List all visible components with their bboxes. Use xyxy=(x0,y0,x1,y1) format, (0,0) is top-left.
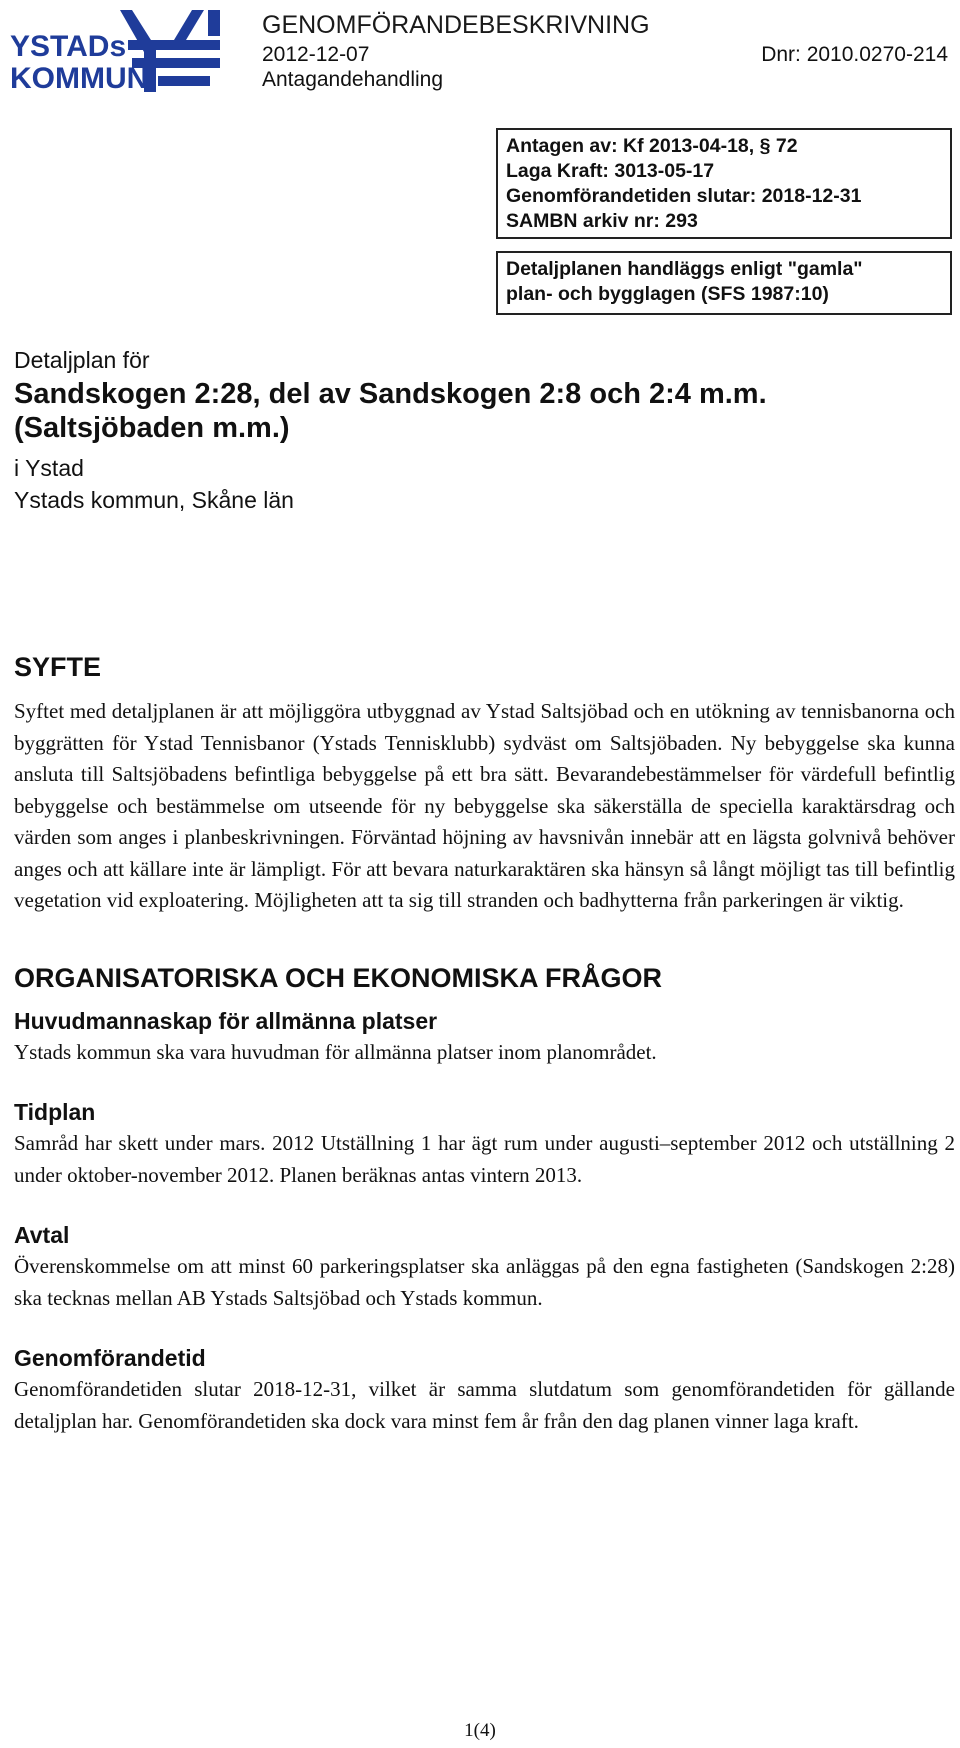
document-body xyxy=(14,650,955,1437)
paragraph-huvudmannaskap: Ystads kommun ska vara huvudman för allmänna platser inom planområdet. xyxy=(14,1039,657,1064)
page-number: 1(4) xyxy=(464,1720,496,1741)
section-heading-syfte: SYFTE xyxy=(14,652,102,682)
subheading-avtal: Avtal xyxy=(14,1222,70,1248)
adoption-line-legal-force: Laga Kraft: 3013-05-17 xyxy=(506,160,715,182)
plan-label: Detaljplan för xyxy=(14,347,150,373)
subheading-huvudmannaskap: Huvudmannaskap för allmänna platser xyxy=(14,1007,438,1034)
ystad-kommun-logo xyxy=(8,6,220,98)
law-note-box xyxy=(496,251,952,315)
plan-name: Sandskogen 2:28, del av Sandskogen 2:8 och 2:4 m.m. (Saltsjöbaden m.m.) xyxy=(14,378,767,444)
document-status: Antagandehandling xyxy=(262,68,444,91)
logo-text-kommun: KOMMUN xyxy=(10,62,149,95)
plan-location-city: i Ystad xyxy=(14,455,84,481)
paragraph-avtal: Överenskommelse om att minst 60 parkeringsplatser ska anläggas på den egna fastigheten (Sandskogen 2:28) ska tecknas mellan AB Ystads Saltsjöbad och Ystads kommun. xyxy=(14,1254,955,1310)
section-heading-org: ORGANISATORISKA OCH EKONOMISKA FRÅGOR xyxy=(14,962,663,993)
adoption-line-archive-number: SAMBN arkiv nr: 293 xyxy=(506,210,698,232)
adoption-line-implementation-end: Genomförandetiden slutar: 2018-12-31 xyxy=(506,185,862,207)
subheading-genomforandetid: Genomförandetid xyxy=(14,1345,206,1371)
document-type-title: GENOMFÖRANDEBESKRIVNING xyxy=(262,11,650,39)
document-dnr: Dnr: 2010.0270-214 xyxy=(761,43,948,66)
plan-location-region: Ystads kommun, Skåne län xyxy=(14,487,294,513)
paragraph-tidplan: Samråd har skett under mars. 2012 Utställning 1 har ägt rum under augusti–september 2012 och utställning 2 under oktober-november 2012. Planen beräknas antas vintern 2013. xyxy=(14,1131,955,1187)
adoption-info-box xyxy=(496,128,952,239)
adoption-line-adopted-by: Antagen av: Kf 2013-04-18, § 72 xyxy=(506,135,798,157)
subheading-tidplan: Tidplan xyxy=(14,1099,96,1125)
document-date: 2012-12-07 xyxy=(262,43,370,66)
law-note-line-1: Detaljplanen handläggs enligt "gamla" xyxy=(506,258,863,280)
paragraph-genomforandetid: Genomförandetiden slutar 2018-12-31, vilket är samma slutdatum som genomförandetiden för gällande detaljplan har. Genomförandetiden ska dock vara minst fem år från den dag planen vinner laga kraft. xyxy=(14,1377,955,1433)
plan-location xyxy=(14,452,294,516)
law-note-line-2: plan- och bygglagen (SFS 1987:10) xyxy=(506,283,829,305)
syfte-paragraph: Syftet med detaljplanen är att möjliggöra utbyggnad av Ystad Saltsjöbad och en utökning av tennisbanorna och byggrätten för Ystad Tennisbanor (Ystads Tennisklubb) sydväst om Saltsjöbaden. Ny bebyggelse ska kunna ansluta till Saltsjöbadens befintliga bebyggelse på ett bra sätt. Bevarandebestämmelser för värdefull befintlig bebyggelse och bestämmelse om utseende för ny bebyggelse ska säkerställa de speciella karaktärsdrag och värden som anges i planbeskrivningen. Förväntad höjning av havsnivån innebär att en lägsta golvnivå behöver anges och att källare inte är lämpligt. För att bevara naturkaraktären ska hänsyn så långt möjligt tas till befintlig vegetation vid exploatering. Möjligheten att ta sig till stranden och badhytterna från parkeringen är viktig. xyxy=(14,699,955,912)
logo-text-ystads: YSTADs xyxy=(10,30,127,63)
